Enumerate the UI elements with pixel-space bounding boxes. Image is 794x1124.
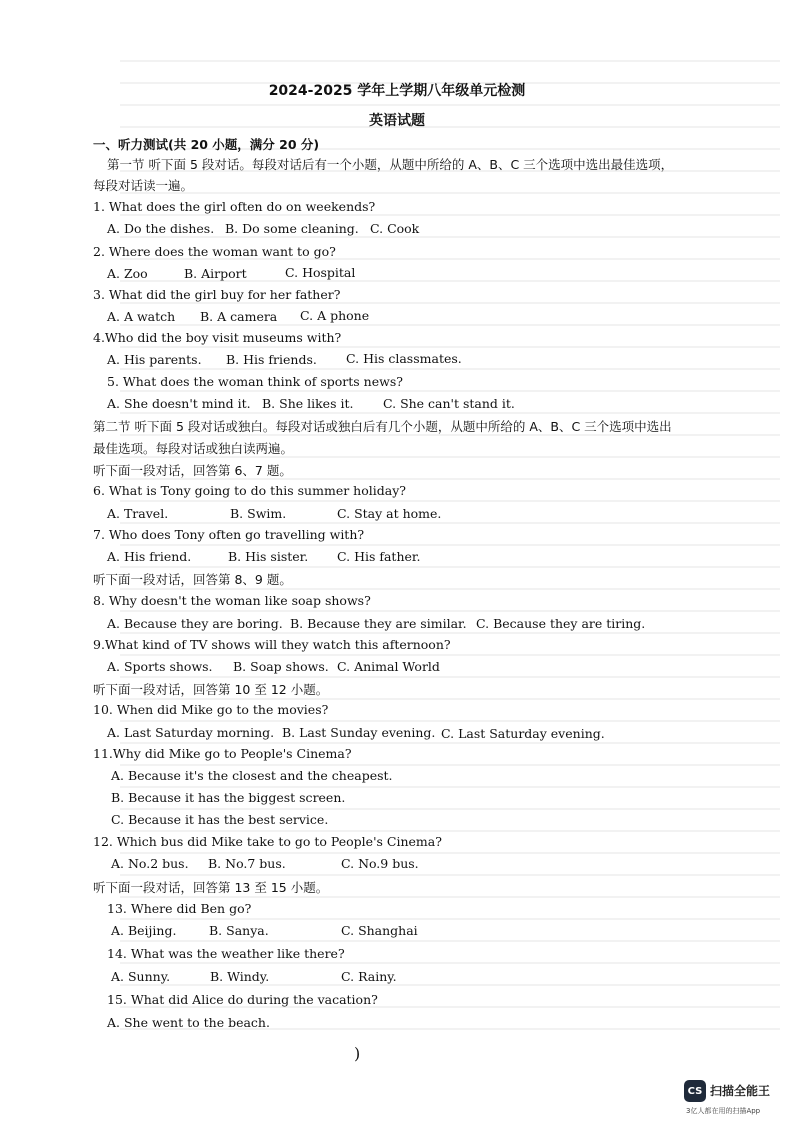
- q8-option-a: A. Because they are boring.: [107, 616, 283, 631]
- q10-option-b: B. Last Sunday evening.: [282, 725, 436, 740]
- q7-option-c: C. His father.: [337, 549, 421, 564]
- q13-option-b: B. Sanya.: [209, 923, 269, 938]
- section-heading: 一、听力测试(共 20 小题，满分 20 分): [93, 137, 320, 152]
- q14-option-a: A. Sunny.: [111, 969, 171, 984]
- q8-option-c: C. Because they are tiring.: [476, 616, 646, 631]
- listen-prompt-8-9: 听下面一段对话，回答第 8、9 题。: [93, 572, 292, 587]
- question-6: 6. What is Tony going to do this summer holiday?: [93, 483, 406, 498]
- question-12: 12. Which bus did Mike take to go to People's Cinema?: [93, 834, 442, 849]
- camscanner-watermark: [684, 1080, 784, 1120]
- listen-prompt-10-12: 听下面一段对话，回答第 10 至 12 小题。: [93, 682, 329, 697]
- q6-option-b: B. Swim.: [230, 506, 287, 521]
- q3-option-c: C. A phone: [300, 308, 370, 323]
- question-3: 3. What did the girl buy for her father?: [93, 287, 341, 302]
- question-14: 14. What was the weather like there?: [107, 946, 345, 961]
- q9-option-a: A. Sports shows.: [107, 659, 213, 674]
- part2-instruction: 第二节 听下面 5 段对话或独白。每段对话或独白后有几个小题，从题中所给的 A、B、C 三个选项中选出: [93, 419, 672, 434]
- question-13: 13. Where did Ben go?: [107, 901, 252, 916]
- q6-option-c: C. Stay at home.: [337, 506, 442, 521]
- q4-option-c: C. His classmates.: [346, 351, 462, 366]
- q1-option-c: C. Cook: [370, 221, 420, 236]
- q12-option-c: C. No.9 bus.: [341, 856, 419, 871]
- q12-option-a: A. No.2 bus.: [111, 856, 189, 871]
- q9-option-b: B. Soap shows.: [233, 659, 329, 674]
- q2-option-b: B. Airport: [184, 266, 247, 281]
- q10-option-c: C. Last Saturday evening.: [441, 726, 605, 741]
- q11-option-b: B. Because it has the biggest screen.: [111, 790, 346, 805]
- q4-option-a: A. His parents.: [107, 352, 202, 367]
- question-8: 8. Why doesn't the woman like soap shows?: [93, 593, 371, 608]
- question-5: 5. What does the woman think of sports news?: [107, 374, 403, 389]
- question-9: 9.What kind of TV shows will they watch this afternoon?: [93, 637, 451, 652]
- q11-option-a: A. Because it's the closest and the cheapest.: [111, 768, 393, 783]
- q4-option-b: B. His friends.: [226, 352, 317, 367]
- camscanner-logo-icon: CS: [684, 1080, 706, 1102]
- listen-prompt-13-15: 听下面一段对话，回答第 13 至 15 小题。: [93, 880, 329, 895]
- exam-title: 2024-2025 学年上学期八年级单元检测: [268, 83, 526, 99]
- camscanner-name: 扫描全能王: [710, 1084, 771, 1098]
- part1-instruction-cont: 每段对话读一遍。: [93, 178, 194, 193]
- question-2: 2. Where does the woman want to go?: [93, 244, 336, 259]
- question-10: 10. When did Mike go to the movies?: [93, 702, 329, 717]
- q9-option-c: C. Animal World: [337, 659, 440, 674]
- q8-option-b: B. Because they are similar.: [290, 616, 467, 631]
- q6-option-a: A. Travel.: [107, 506, 169, 521]
- q13-option-a: A. Beijing.: [111, 923, 177, 938]
- q15-option-a: A. She went to the beach.: [107, 1015, 270, 1030]
- question-11: 11.Why did Mike go to People's Cinema?: [93, 746, 352, 761]
- q13-option-c: C. Shanghai: [341, 923, 418, 938]
- part1-instruction: 第一节 听下面 5 段对话。每段对话后有一个小题，从题中所给的 A、B、C 三个选项中选出最佳选项，: [107, 157, 674, 172]
- q5-option-b: B. She likes it.: [262, 396, 354, 411]
- question-1: 1. What does the girl often do on weekends?: [93, 199, 376, 214]
- camscanner-tagline: 3亿人都在用的扫描App: [686, 1107, 761, 1115]
- q3-option-b: B. A camera: [200, 309, 278, 324]
- q5-option-c: C. She can't stand it.: [383, 396, 515, 411]
- listen-prompt-6-7: 听下面一段对话，回答第 6、7 题。: [93, 463, 292, 478]
- q14-option-c: C. Rainy.: [341, 969, 397, 984]
- stray-mark: ): [354, 1044, 361, 1063]
- part2-instruction-cont: 最佳选项。每段对话或独白读两遍。: [93, 441, 294, 456]
- q2-option-c: C. Hospital: [285, 265, 356, 280]
- q11-option-c: C. Because it has the best service.: [111, 812, 329, 827]
- q12-option-b: B. No.7 bus.: [208, 856, 286, 871]
- q2-option-a: A. Zoo: [107, 266, 148, 281]
- question-4: 4.Who did the boy visit museums with?: [93, 330, 342, 345]
- question-7: 7. Who does Tony often go travelling with?: [93, 527, 365, 542]
- q1-option-a: A. Do the dishes.: [107, 221, 215, 236]
- exam-subject: 英语试题: [369, 113, 425, 129]
- q3-option-a: A. A watch: [107, 309, 176, 324]
- q7-option-a: A. His friend.: [107, 549, 192, 564]
- q10-option-a: A. Last Saturday morning.: [107, 725, 275, 740]
- q14-option-b: B. Windy.: [210, 969, 270, 984]
- question-15: 15. What did Alice do during the vacation?: [107, 992, 378, 1007]
- q1-option-b: B. Do some cleaning.: [225, 221, 359, 236]
- q7-option-b: B. His sister.: [228, 549, 309, 564]
- q5-option-a: A. She doesn't mind it.: [107, 396, 251, 411]
